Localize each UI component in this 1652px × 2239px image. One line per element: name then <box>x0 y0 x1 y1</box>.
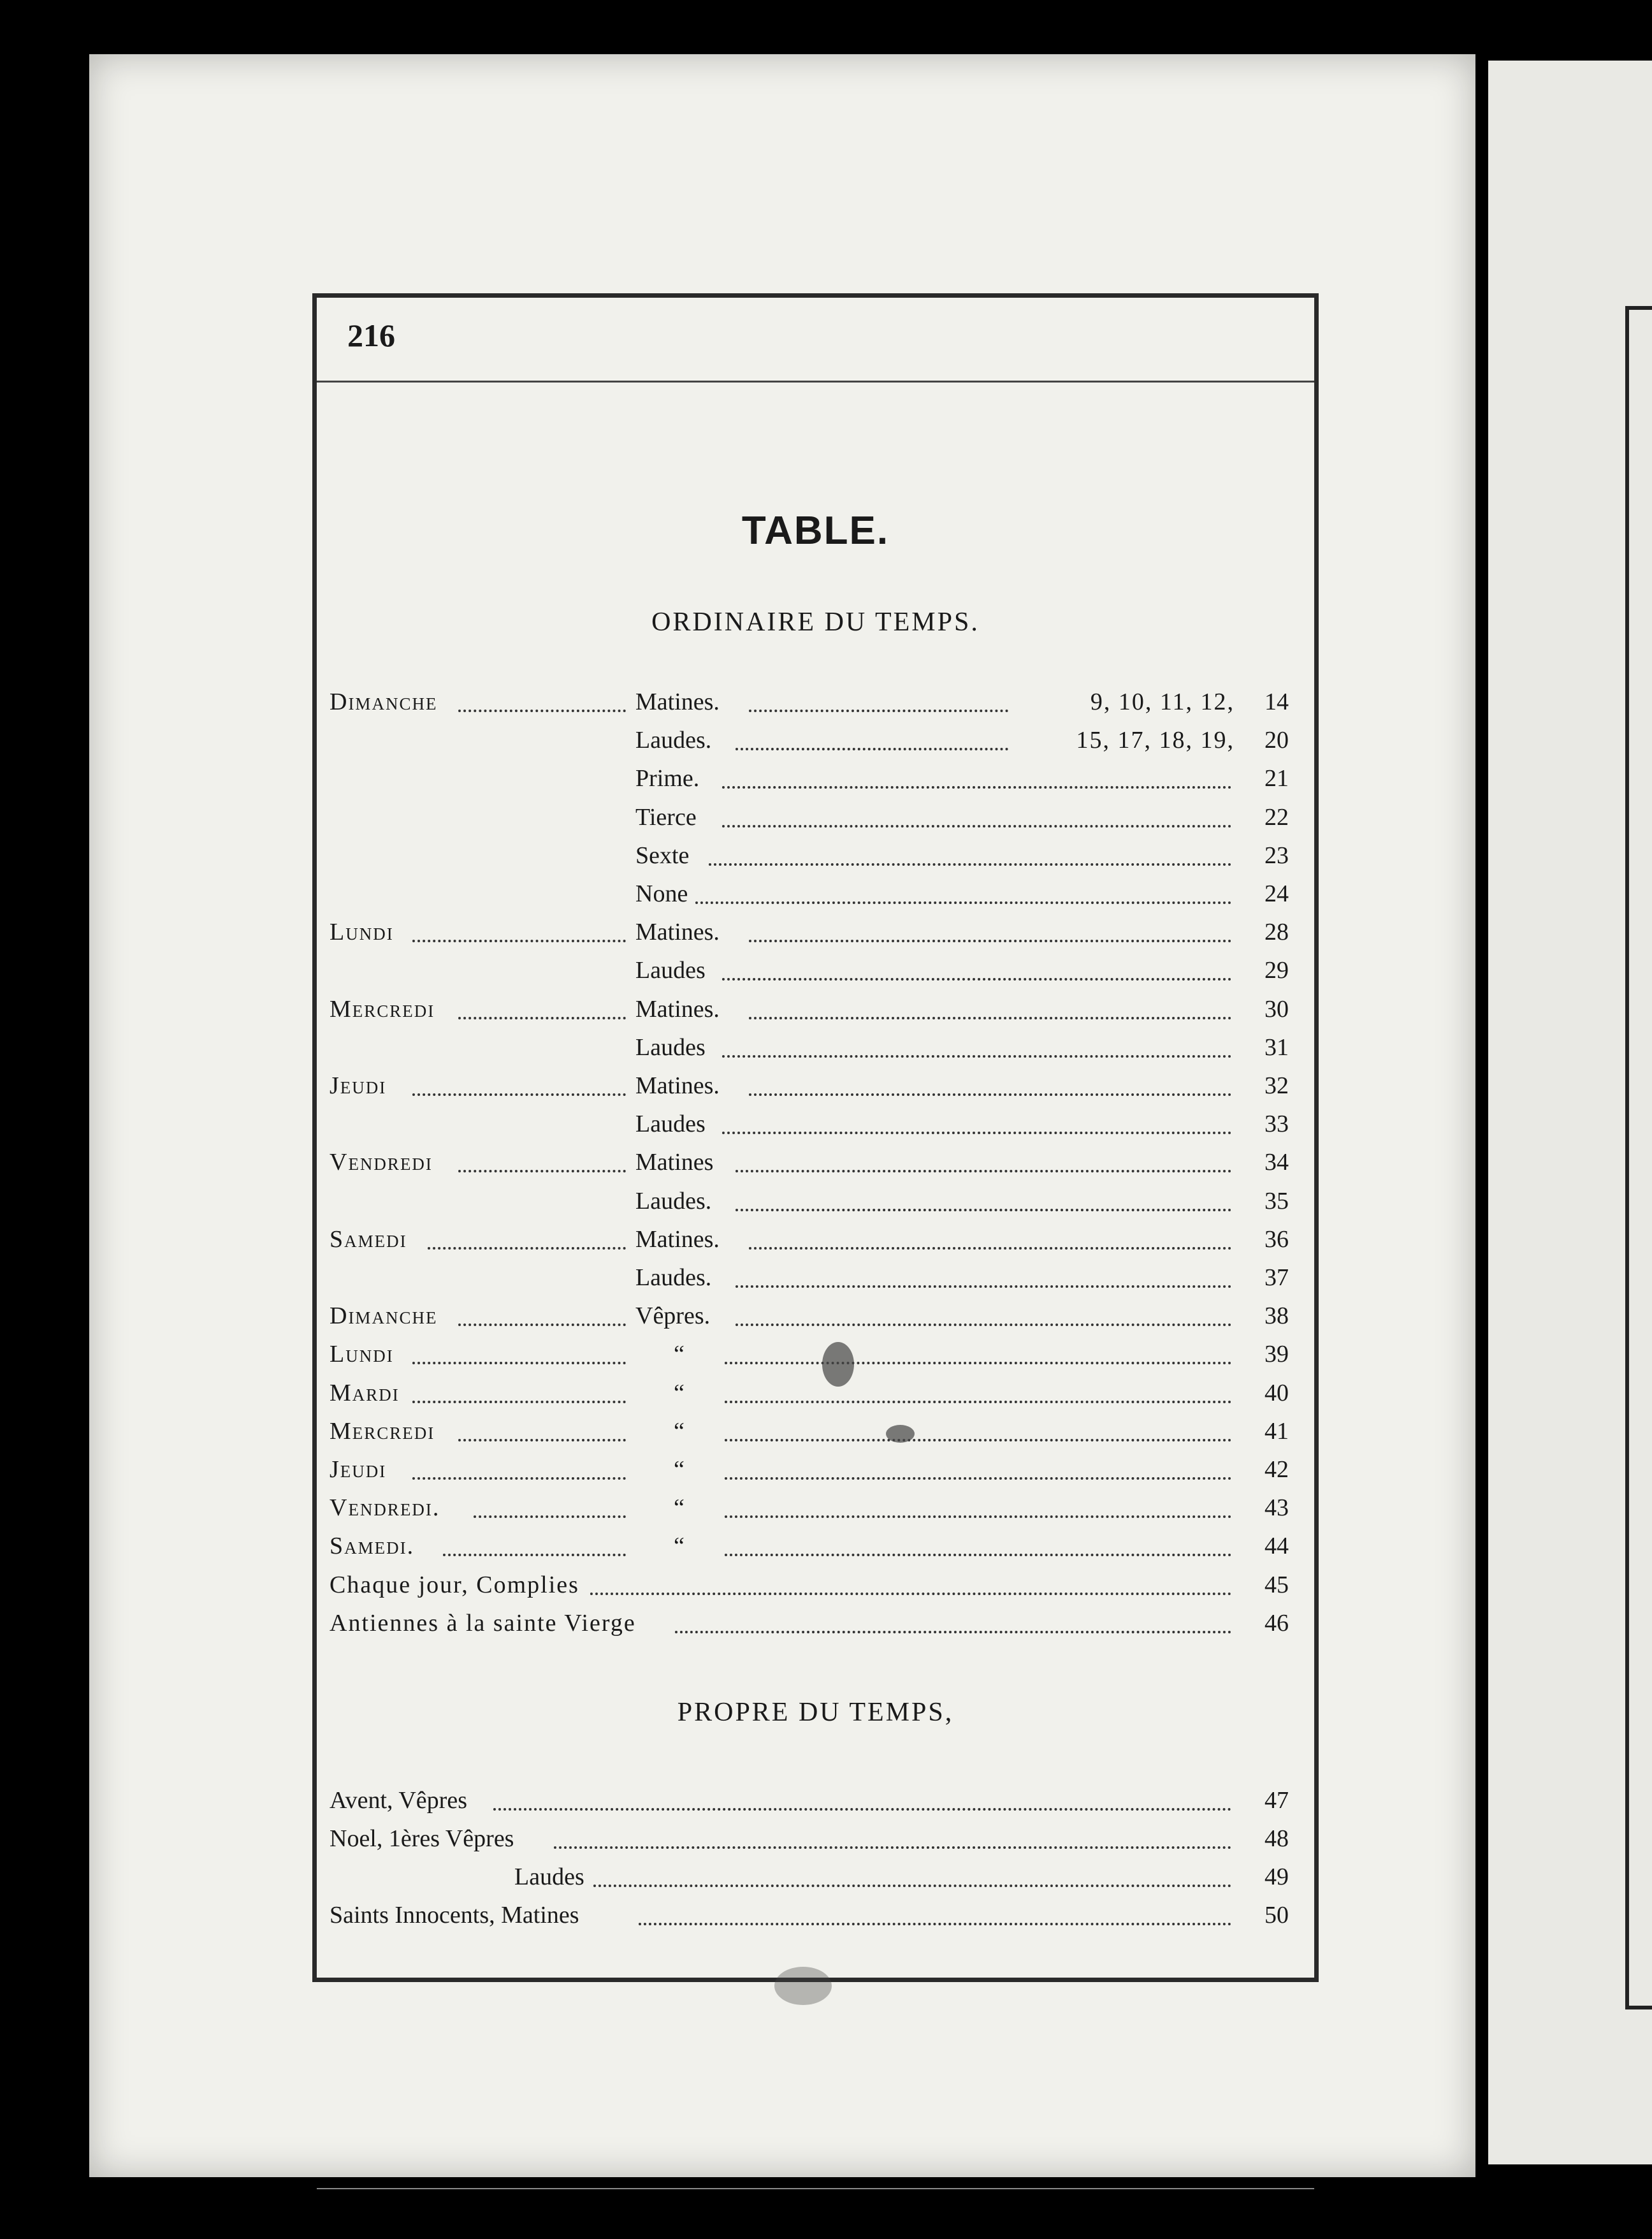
table-row <box>330 1264 1289 1301</box>
table-row <box>330 842 1289 879</box>
row-references: 15, 17, 18, 19, <box>1076 727 1235 754</box>
table-row <box>330 1379 1289 1416</box>
leader-dots <box>749 1225 1231 1250</box>
table-row <box>330 1302 1289 1339</box>
row-day-label: Chaque jour, Complies <box>330 1571 579 1598</box>
row-day-label: Lundi <box>330 919 394 946</box>
row-label: Noel, 1ères Vêpres <box>330 1825 514 1852</box>
row-page-number: 36 <box>1264 1225 1289 1253</box>
row-office-label: Tierce <box>635 803 697 831</box>
row-page-number: 45 <box>1264 1571 1289 1598</box>
table-row <box>330 956 1289 993</box>
leader-dots <box>725 1417 1231 1441</box>
row-day-label: Samedi <box>330 1225 407 1253</box>
row-page-number: 41 <box>1264 1417 1289 1445</box>
row-office-label: Matines. <box>635 1225 720 1253</box>
row-page-number: 24 <box>1264 880 1289 907</box>
table-row <box>330 1148 1289 1185</box>
leader-dots <box>458 995 626 1019</box>
row-page-number: 33 <box>1264 1111 1289 1138</box>
table-row <box>330 726 1289 763</box>
leader-dots <box>412 1072 626 1096</box>
row-office-label: “ <box>674 1417 685 1445</box>
leader-dots <box>412 1340 626 1364</box>
row-day-label: Jeudi <box>330 1456 387 1483</box>
leader-dots <box>749 688 1008 712</box>
row-page-number: 28 <box>1264 919 1289 946</box>
table-row <box>330 688 1289 725</box>
table-row <box>330 1571 1289 1608</box>
leader-dots <box>443 1532 626 1556</box>
row-day-label: Antiennes à la sainte Vierge <box>330 1609 636 1637</box>
leader-dots <box>709 842 1231 866</box>
table-row <box>330 1494 1289 1531</box>
leader-dots <box>749 1072 1231 1096</box>
table-row <box>330 1417 1289 1454</box>
leader-dots <box>412 918 626 942</box>
leader-dots <box>725 1532 1231 1556</box>
leader-dots <box>749 918 1231 942</box>
row-office-label: Laudes. <box>635 1264 712 1291</box>
table-row <box>330 803 1289 840</box>
row-label: Avent, Vêpres <box>330 1787 467 1814</box>
page-title: TABLE. <box>741 509 890 553</box>
leader-dots <box>695 880 1231 904</box>
row-page-number: 31 <box>1264 1033 1289 1061</box>
leader-dots <box>412 1455 626 1480</box>
row-page-number: 44 <box>1264 1533 1289 1560</box>
row-office-label: “ <box>674 1494 685 1522</box>
row-office-label: Matines <box>635 1149 714 1176</box>
leader-dots <box>554 1825 1231 1849</box>
row-office-label: “ <box>674 1456 685 1483</box>
leader-dots <box>593 1863 1231 1887</box>
row-page-number: 43 <box>1264 1494 1289 1522</box>
row-day-label: Lundi <box>330 1341 394 1368</box>
row-day-label: Mercredi <box>330 1417 435 1445</box>
table-row <box>330 1455 1289 1492</box>
row-page-number: 32 <box>1264 1072 1289 1099</box>
row-office-label: Sexte <box>635 842 690 869</box>
row-day-label: Mercredi <box>330 995 435 1023</box>
table-row <box>330 764 1289 801</box>
row-office-label: Laudes. <box>635 727 712 754</box>
table-row <box>330 1072 1289 1109</box>
row-page-number: 50 <box>1264 1902 1289 1929</box>
table-row <box>330 1863 1289 1900</box>
row-office-label: Matines. <box>635 1072 720 1099</box>
row-office-label: Laudes <box>635 957 706 984</box>
table-row <box>330 1901 1289 1938</box>
header-rule <box>317 381 1314 383</box>
leader-dots <box>458 1302 626 1326</box>
page-number: 216 <box>347 317 395 353</box>
table-row <box>330 1340 1289 1377</box>
table-row <box>330 1532 1289 1569</box>
leader-dots <box>725 1455 1231 1480</box>
ink-smudge <box>886 1425 915 1443</box>
leader-dots <box>458 1417 626 1441</box>
table-row <box>330 1225 1289 1262</box>
row-page-number: 49 <box>1264 1863 1289 1890</box>
row-label: Laudes <box>514 1863 584 1890</box>
row-page-number: 34 <box>1264 1149 1289 1176</box>
row-office-label: Prime. <box>635 765 700 792</box>
row-office-label: Matines. <box>635 689 720 715</box>
leader-dots <box>735 1302 1231 1326</box>
row-day-label: Vendredi <box>330 1149 433 1176</box>
table-row <box>330 1609 1289 1646</box>
row-day-label: Dimanche <box>330 689 438 715</box>
leader-dots <box>458 688 626 712</box>
section-propre-heading: PROPRE DU TEMPS, <box>677 1698 954 1727</box>
section-ordinaire-heading: ORDINAIRE DU TEMPS. <box>651 608 980 637</box>
scan-artifact-line <box>317 2188 1314 2189</box>
row-page-number: 47 <box>1264 1787 1289 1814</box>
leader-dots <box>412 1379 626 1403</box>
leader-dots <box>725 1494 1231 1518</box>
leader-dots <box>725 1379 1231 1403</box>
row-page-number: 40 <box>1264 1379 1289 1406</box>
row-page-number: 37 <box>1264 1264 1289 1291</box>
row-page-number: 22 <box>1264 803 1289 831</box>
ink-smudge <box>822 1342 854 1387</box>
row-page-number: 29 <box>1264 957 1289 984</box>
row-office-label: Laudes <box>635 1111 706 1138</box>
leader-dots <box>722 1110 1231 1134</box>
leader-dots <box>735 1187 1231 1211</box>
row-day-label: Jeudi <box>330 1072 387 1099</box>
leader-dots <box>735 726 1008 750</box>
table-row <box>330 995 1289 1032</box>
leader-dots <box>735 1148 1231 1172</box>
row-references: 9, 10, 11, 12, <box>1090 689 1235 715</box>
table-row <box>330 1786 1289 1823</box>
ink-smudge <box>774 1967 832 2005</box>
table-row <box>330 1825 1289 1862</box>
table-frame <box>312 293 1319 1982</box>
leader-dots <box>722 956 1231 981</box>
row-page-number: 39 <box>1264 1341 1289 1368</box>
row-office-label: “ <box>674 1533 685 1560</box>
row-office-label: Vêpres. <box>635 1302 711 1330</box>
row-page-number: 46 <box>1264 1609 1289 1637</box>
leader-dots <box>474 1494 626 1518</box>
row-page-number: 38 <box>1264 1302 1289 1330</box>
row-office-label: “ <box>674 1341 685 1368</box>
row-page-number: 23 <box>1264 842 1289 869</box>
row-page-number: 20 <box>1264 727 1289 754</box>
table-row <box>330 1187 1289 1224</box>
row-day-label: Vendredi. <box>330 1494 440 1522</box>
table-row <box>330 880 1289 917</box>
row-day-label: Samedi. <box>330 1533 415 1560</box>
row-label: Saints Innocents, Matines <box>330 1902 579 1929</box>
leader-dots <box>590 1571 1231 1595</box>
leader-dots <box>428 1225 626 1250</box>
leader-dots <box>722 803 1231 828</box>
row-office-label: Matines. <box>635 995 720 1023</box>
row-page-number: 30 <box>1264 995 1289 1023</box>
leader-dots <box>458 1148 626 1172</box>
leader-dots <box>493 1786 1231 1811</box>
row-office-label: “ <box>674 1379 685 1406</box>
row-day-label: Dimanche <box>330 1302 438 1330</box>
row-page-number: 42 <box>1264 1456 1289 1483</box>
row-day-label: Mardi <box>330 1379 400 1406</box>
row-page-number: 35 <box>1264 1187 1289 1214</box>
row-office-label: Laudes. <box>635 1187 712 1214</box>
leader-dots <box>725 1340 1231 1364</box>
leader-dots <box>722 764 1231 789</box>
row-page-number: 21 <box>1264 765 1289 792</box>
leader-dots <box>749 995 1231 1019</box>
leader-dots <box>639 1901 1231 1925</box>
leader-dots <box>722 1033 1231 1058</box>
row-page-number: 14 <box>1264 689 1289 715</box>
table-row <box>330 1033 1289 1070</box>
table-row <box>330 918 1289 955</box>
row-office-label: None <box>635 880 688 907</box>
row-office-label: Matines. <box>635 919 720 946</box>
row-page-number: 48 <box>1264 1825 1289 1852</box>
leader-dots <box>735 1264 1231 1288</box>
row-office-label: Laudes <box>635 1033 706 1061</box>
table-row <box>330 1110 1289 1147</box>
leader-dots <box>675 1609 1231 1633</box>
facing-page-frame <box>1625 306 1652 2009</box>
